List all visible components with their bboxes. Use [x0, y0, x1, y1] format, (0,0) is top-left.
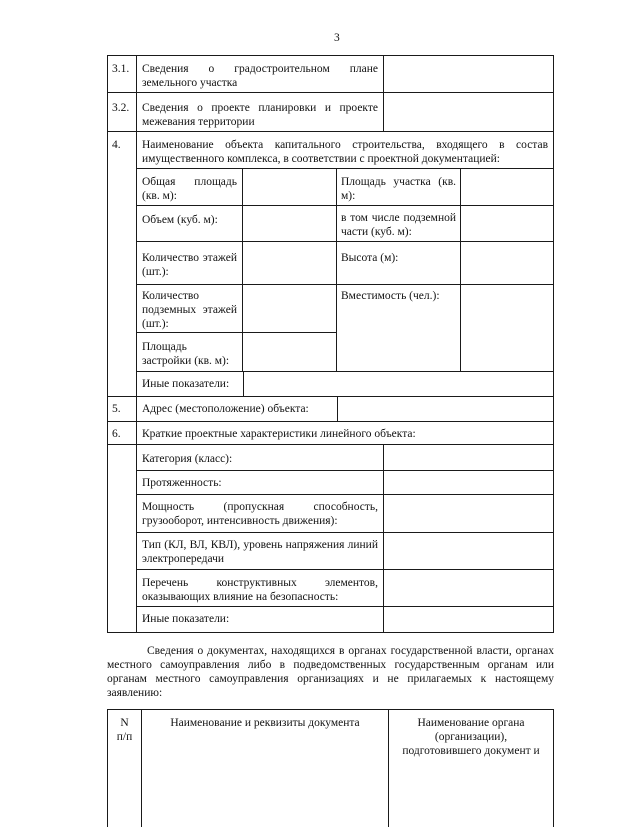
- row-4-label-line1: Наименование объекта капитального строительства, входящего в состав: [142, 139, 548, 151]
- height-label: Высота (м):: [341, 252, 399, 264]
- row-number-3-2: 3.2.: [112, 102, 130, 114]
- docs-col-number-line1: N: [120, 717, 129, 729]
- documents-paragraph: [107, 644, 554, 700]
- row-number-6: 6.: [112, 428, 121, 440]
- row-4-label-line2: имущественного комплекса, в соответствии с проектной документацией:: [142, 153, 500, 165]
- docs-col-authority-header: [389, 716, 553, 758]
- underground-floors-label: [142, 289, 237, 331]
- volume-label: Объем (куб. м):: [142, 214, 218, 226]
- object-address-label: Адрес (местоположение) объекта:: [142, 403, 309, 415]
- row-3-1-label: [142, 62, 378, 90]
- other-indicators-label: Иные показатели:: [142, 378, 230, 390]
- under-floors-line1: Количество: [142, 290, 199, 302]
- underground-part-label: [341, 211, 456, 239]
- floors-count-label: [142, 251, 237, 279]
- under-floors-line2: подземных этажей: [142, 304, 237, 316]
- underground-line2: части (куб. м):: [341, 226, 412, 238]
- total-area-line2: (кв. м):: [142, 190, 177, 202]
- paragraph-line3: органам местного самоуправления организациях и не прилагаемых к настоящему: [107, 673, 554, 685]
- plot-area-line1: Площадь участка (кв.: [341, 176, 456, 188]
- type-line2: электропередачи: [142, 553, 225, 565]
- floors-line2: (шт.):: [142, 266, 169, 278]
- capacity-power-label: [142, 500, 378, 528]
- row-number-4: 4.: [112, 139, 121, 151]
- elements-line1: Перечень конструктивных элементов,: [142, 577, 378, 589]
- elements-line2: оказывающих влияние на безопасность:: [142, 591, 339, 603]
- paragraph-line2: местного самоуправления либо в подведомственных государственным органам или: [107, 659, 554, 671]
- power-line1: Мощность (пропускная способность,: [142, 501, 378, 513]
- docs-col-number-line2: п/п: [116, 731, 133, 743]
- docs-col-authority-line3: подготовившего документ и: [402, 745, 540, 757]
- row-3-1-label-line2: земельного участка: [142, 77, 238, 89]
- total-area-label: [142, 175, 237, 203]
- under-floors-line3: (шт.):: [142, 318, 169, 330]
- type-line1: Тип (КЛ, ВЛ, КВЛ), уровень напряжения линий: [142, 539, 378, 551]
- row-4-label: [142, 138, 548, 166]
- structural-elements-label: [142, 576, 378, 604]
- built-area-line1: Площадь: [142, 341, 187, 353]
- capacity-label: Вместимость (чел.):: [341, 290, 440, 302]
- line-type-label: [142, 538, 378, 566]
- row-3-2-label: [142, 101, 378, 129]
- paragraph-line1: Сведения о документах, находящихся в органах государственной власти, органах: [147, 645, 554, 657]
- row-3-2-label-line1: Сведения о проекте планировки и проекте: [142, 102, 378, 114]
- length-label: Протяженность:: [142, 477, 222, 489]
- page-number: 3: [334, 32, 340, 44]
- underground-line1: в том числе подземной: [341, 212, 456, 224]
- linear-object-label: Краткие проектные характеристики линейного объекта:: [142, 428, 416, 440]
- plot-area-line2: м):: [341, 190, 356, 202]
- built-area-label: [142, 340, 240, 368]
- row-3-2-label-line2: межевания территории: [142, 116, 255, 128]
- row-3-1-label-line1: Сведения о градостроительном плане: [142, 63, 378, 75]
- built-area-line2: застройки (кв. м):: [142, 355, 230, 367]
- linear-other-indicators-label: Иные показатели:: [142, 613, 230, 625]
- docs-col-number-header: [108, 716, 141, 744]
- floors-line1: Количество этажей: [142, 252, 237, 264]
- row-number-3-1: 3.1.: [112, 63, 130, 75]
- docs-col-authority-line2: (организации),: [434, 731, 508, 743]
- docs-col-authority-line1: Наименование органа: [417, 717, 525, 729]
- paragraph-line4: заявлению:: [107, 687, 163, 699]
- category-label: Категория (класс):: [142, 453, 233, 465]
- plot-area-label: [341, 175, 456, 203]
- total-area-line1: Общая площадь: [142, 176, 237, 188]
- docs-col-name-header: Наименование и реквизиты документа: [170, 717, 360, 729]
- power-line2: грузооборот, интенсивность движения):: [142, 515, 338, 527]
- row-number-5: 5.: [112, 403, 121, 415]
